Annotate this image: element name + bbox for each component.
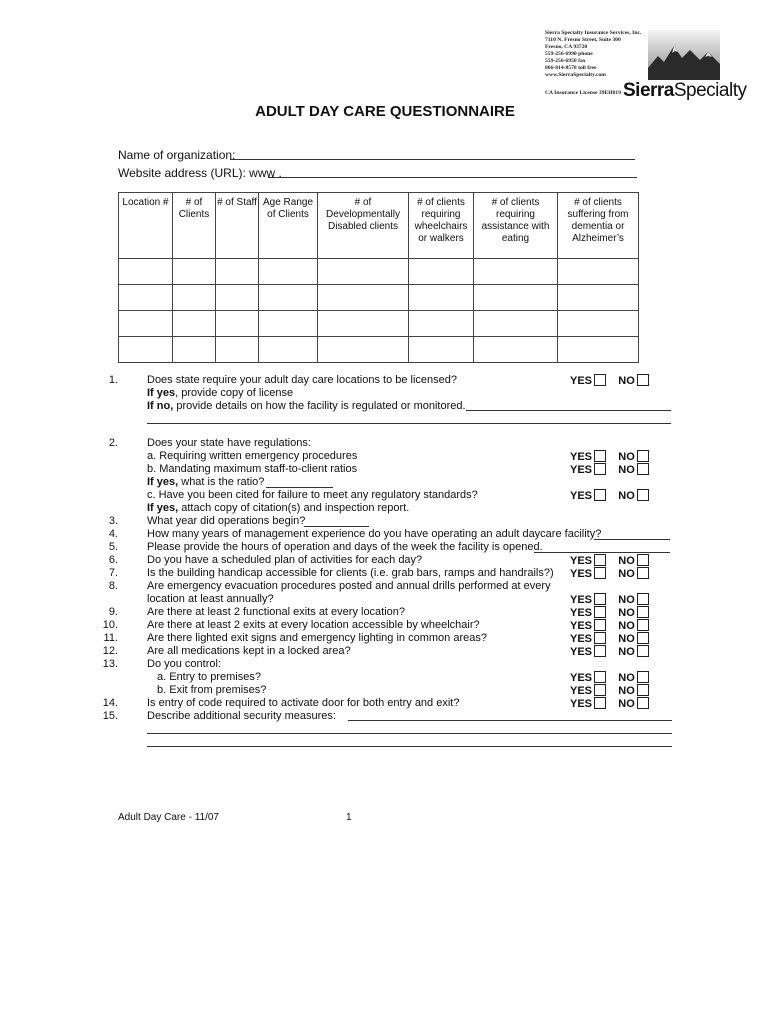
yes-no-q8 bbox=[570, 593, 649, 606]
question-10: Are there at least 2 exits at every location accessible by wheelchair? bbox=[147, 619, 480, 631]
address-line: 7110 N. Fresno Street, Suite 300 bbox=[545, 37, 621, 43]
question-1-if-no bbox=[147, 400, 466, 413]
yes-label: YES bbox=[570, 607, 593, 619]
table-cell[interactable] bbox=[558, 285, 639, 311]
no-label: NO bbox=[618, 451, 635, 463]
yes-no-q2b bbox=[570, 463, 649, 476]
address-line: 559-256-6950 fax bbox=[545, 58, 586, 64]
table-cell[interactable] bbox=[474, 259, 558, 285]
question-11: Are there lighted exit signs and emergency lighting in common areas? bbox=[147, 632, 487, 644]
no-checkbox[interactable] bbox=[637, 645, 649, 657]
table-row bbox=[119, 285, 639, 311]
organization-field[interactable] bbox=[230, 159, 635, 160]
yes-label: YES bbox=[570, 698, 593, 710]
no-checkbox[interactable] bbox=[637, 554, 649, 566]
question-13b: b. Exit from premises? bbox=[157, 684, 267, 696]
q1-details-field-2[interactable] bbox=[147, 423, 671, 424]
question-number: 4. bbox=[108, 528, 118, 540]
table-cell[interactable] bbox=[318, 337, 409, 363]
question-number: 14. bbox=[102, 697, 118, 709]
question-number: 9. bbox=[108, 606, 118, 618]
no-checkbox[interactable] bbox=[637, 450, 649, 462]
table-cell[interactable] bbox=[173, 259, 216, 285]
yes-label: YES bbox=[570, 464, 593, 476]
table-cell[interactable] bbox=[119, 311, 173, 337]
no-checkbox[interactable] bbox=[637, 684, 649, 696]
yes-no-q13b bbox=[570, 684, 649, 697]
yes-no-q7 bbox=[570, 567, 649, 580]
website-label: Website address (URL): www . bbox=[118, 166, 282, 180]
organization-label: Name of organization: bbox=[118, 148, 236, 162]
yes-checkbox[interactable] bbox=[594, 697, 606, 709]
table-cell[interactable] bbox=[259, 311, 318, 337]
yes-no-q9 bbox=[570, 606, 649, 619]
question-number: 6. bbox=[108, 554, 118, 566]
security-field-2[interactable] bbox=[147, 733, 672, 734]
question-12: Are all medications kept in a locked area? bbox=[147, 645, 351, 657]
no-checkbox[interactable] bbox=[637, 593, 649, 605]
q1-details-field[interactable] bbox=[466, 410, 671, 411]
table-cell[interactable] bbox=[474, 285, 558, 311]
no-checkbox[interactable] bbox=[637, 671, 649, 683]
question-14: Is entry of code required to activate door for both entry and exit? bbox=[147, 697, 460, 709]
no-label: NO bbox=[618, 672, 635, 684]
if-yes-label: If yes, bbox=[147, 476, 179, 488]
question-4: How many years of management experience do you have operating an adult daycare facility? bbox=[147, 528, 602, 540]
yes-checkbox[interactable] bbox=[594, 593, 606, 605]
no-label: NO bbox=[618, 594, 635, 606]
question-number: 11. bbox=[103, 632, 118, 644]
footer-form-id: Adult Day Care - 11/07 bbox=[118, 812, 219, 823]
no-label: NO bbox=[618, 464, 635, 476]
company-address bbox=[545, 30, 641, 79]
column-header: Location # bbox=[119, 193, 173, 259]
question-13: Do you control: bbox=[147, 658, 221, 670]
if-no-label: If no, bbox=[147, 400, 174, 412]
yes-no-q13a bbox=[570, 671, 649, 684]
brand-bold: Sierra bbox=[623, 80, 674, 101]
no-checkbox[interactable] bbox=[637, 697, 649, 709]
security-field-3[interactable] bbox=[147, 746, 672, 747]
no-label: NO bbox=[618, 490, 635, 502]
table-cell[interactable] bbox=[558, 259, 639, 285]
no-label: NO bbox=[618, 685, 635, 697]
yes-no-q2c bbox=[570, 489, 649, 502]
no-label: NO bbox=[618, 375, 635, 387]
question-number: 1. bbox=[108, 374, 118, 386]
column-header: # of Clients bbox=[173, 193, 216, 259]
question-2c: c. Have you been cited for failure to meet any regulatory standards? bbox=[147, 489, 478, 501]
table-row bbox=[119, 311, 639, 337]
yes-checkbox[interactable] bbox=[594, 684, 606, 696]
question-1-if-yes bbox=[147, 387, 293, 400]
question-number: 5. bbox=[108, 541, 118, 553]
yes-checkbox[interactable] bbox=[594, 374, 606, 386]
table-cell[interactable] bbox=[259, 285, 318, 311]
table-cell[interactable] bbox=[173, 311, 216, 337]
yes-checkbox[interactable] bbox=[594, 671, 606, 683]
table-cell[interactable] bbox=[318, 259, 409, 285]
if-yes-label: If yes, bbox=[147, 502, 179, 514]
no-label: NO bbox=[618, 620, 635, 632]
no-checkbox[interactable] bbox=[637, 606, 649, 618]
mountain-logo-icon bbox=[648, 30, 720, 80]
table-cell[interactable] bbox=[216, 311, 259, 337]
ratio-field[interactable] bbox=[266, 487, 333, 488]
table-row bbox=[119, 259, 639, 285]
question-number: 7. bbox=[108, 567, 118, 579]
if-no-text: provide details on how the facility is regulated or monitored. bbox=[173, 400, 466, 412]
table-cell[interactable] bbox=[409, 311, 474, 337]
yes-checkbox[interactable] bbox=[594, 645, 606, 657]
column-header: # of clients requiring assistance with eating bbox=[474, 193, 558, 259]
address-line: 866-814-8578 toll free bbox=[545, 65, 597, 71]
yes-no-q14 bbox=[570, 697, 649, 710]
yes-no-q10 bbox=[570, 619, 649, 632]
yes-label: YES bbox=[570, 672, 593, 684]
no-label: NO bbox=[618, 633, 635, 645]
column-header: # of clients requiring wheelchairs or walkers bbox=[409, 193, 474, 259]
no-checkbox[interactable] bbox=[637, 567, 649, 579]
no-checkbox[interactable] bbox=[637, 619, 649, 631]
yes-label: YES bbox=[570, 555, 593, 567]
yes-no-q1 bbox=[570, 374, 649, 387]
question-number: 13. bbox=[102, 658, 118, 670]
no-label: NO bbox=[618, 646, 635, 658]
yes-no-q6 bbox=[570, 554, 649, 567]
if-yes-label: If yes bbox=[147, 387, 176, 399]
question-3: What year did operations begin? bbox=[147, 515, 306, 527]
table-cell[interactable] bbox=[558, 337, 639, 363]
yes-label: YES bbox=[570, 490, 593, 502]
question-2b-if-yes bbox=[147, 476, 264, 489]
yes-checkbox[interactable] bbox=[594, 619, 606, 631]
table-header-row bbox=[119, 193, 639, 259]
locations-table bbox=[118, 192, 639, 363]
question-5: Please provide the hours of operation and days of the week the facility is opened. bbox=[147, 541, 543, 553]
yes-checkbox[interactable] bbox=[594, 606, 606, 618]
no-checkbox[interactable] bbox=[637, 374, 649, 386]
address-line: www.SierraSpecialty.com bbox=[545, 72, 606, 78]
question-1: Does state require your adult day care locations to be licensed? bbox=[147, 374, 458, 386]
question-number: 10. bbox=[102, 619, 118, 631]
hours-field[interactable] bbox=[534, 552, 670, 553]
website-field[interactable] bbox=[268, 177, 637, 178]
table-cell[interactable] bbox=[119, 337, 173, 363]
table-cell[interactable] bbox=[474, 337, 558, 363]
yes-checkbox[interactable] bbox=[594, 554, 606, 566]
question-6: Do you have a scheduled plan of activities for each day? bbox=[147, 554, 423, 566]
table-cell[interactable] bbox=[216, 337, 259, 363]
yes-label: YES bbox=[570, 568, 593, 580]
page-number: 1 bbox=[346, 812, 352, 823]
question-13a: a. Entry to premises? bbox=[157, 671, 261, 683]
table-cell[interactable] bbox=[318, 285, 409, 311]
table-cell[interactable] bbox=[474, 311, 558, 337]
if-yes-text: , provide copy of license bbox=[175, 387, 294, 399]
table-cell[interactable] bbox=[173, 337, 216, 363]
yes-no-q11 bbox=[570, 632, 649, 645]
no-checkbox[interactable] bbox=[637, 632, 649, 644]
yes-label: YES bbox=[570, 646, 593, 658]
yes-checkbox[interactable] bbox=[594, 567, 606, 579]
table-cell[interactable] bbox=[259, 337, 318, 363]
page-title: ADULT DAY CARE QUESTIONNAIRE bbox=[255, 103, 515, 120]
column-header: Age Range of Clients bbox=[259, 193, 318, 259]
question-number: 3. bbox=[108, 515, 118, 527]
yes-label: YES bbox=[570, 594, 593, 606]
question-number: 8. bbox=[108, 580, 118, 592]
no-label: NO bbox=[618, 568, 635, 580]
question-7: Is the building handicap accessible for clients (i.e. grab bars, ramps and handrails?) bbox=[147, 567, 554, 579]
table-cell[interactable] bbox=[558, 311, 639, 337]
address-line: 559-256-6990 phone bbox=[545, 51, 593, 57]
table-cell[interactable] bbox=[259, 259, 318, 285]
yes-label: YES bbox=[570, 620, 593, 632]
yes-checkbox[interactable] bbox=[594, 450, 606, 462]
yes-checkbox[interactable] bbox=[594, 463, 606, 475]
yes-label: YES bbox=[570, 451, 593, 463]
table-cell[interactable] bbox=[216, 259, 259, 285]
yes-no-q12 bbox=[570, 645, 649, 658]
security-field[interactable] bbox=[348, 720, 672, 721]
table-cell[interactable] bbox=[318, 311, 409, 337]
table-cell[interactable] bbox=[409, 337, 474, 363]
column-header: # of Developmentally Disabled clients bbox=[318, 193, 409, 259]
no-checkbox[interactable] bbox=[637, 463, 649, 475]
table-cell[interactable] bbox=[119, 285, 173, 311]
table-cell[interactable] bbox=[409, 285, 474, 311]
brand-logo bbox=[623, 80, 746, 102]
column-header: # of Staff bbox=[216, 193, 259, 259]
question-number: 15. bbox=[102, 710, 118, 722]
question-8: Are emergency evacuation procedures posted and annual drills performed at every bbox=[147, 580, 551, 592]
if-yes-text: attach copy of citation(s) and inspection report. bbox=[178, 502, 410, 514]
no-checkbox[interactable] bbox=[637, 489, 649, 501]
yes-checkbox[interactable] bbox=[594, 489, 606, 501]
no-label: NO bbox=[618, 555, 635, 567]
question-9: Are there at least 2 functional exits at every location? bbox=[147, 606, 406, 618]
table-row bbox=[119, 337, 639, 363]
table-cell[interactable] bbox=[409, 259, 474, 285]
no-label: NO bbox=[618, 607, 635, 619]
question-number: 12. bbox=[102, 645, 118, 657]
table-cell[interactable] bbox=[216, 285, 259, 311]
no-label: NO bbox=[618, 698, 635, 710]
if-yes-text: what is the ratio? bbox=[178, 476, 265, 488]
question-number: 2. bbox=[108, 437, 118, 449]
year-field[interactable] bbox=[304, 526, 369, 527]
question-8-cont: location at least annually? bbox=[147, 593, 274, 605]
address-line: Sierra Specialty Insurance Services, Inc. bbox=[545, 30, 642, 36]
table-cell[interactable] bbox=[173, 285, 216, 311]
table-cell[interactable] bbox=[119, 259, 173, 285]
yes-label: YES bbox=[570, 633, 593, 645]
question-2: Does your state have regulations: bbox=[147, 437, 311, 449]
address-line: Fresno, CA 93720 bbox=[545, 44, 588, 50]
license-number: CA Insurance License 39EH019 bbox=[545, 90, 621, 96]
question-2a: a. Requiring written emergency procedures bbox=[147, 450, 358, 462]
brand-light: Specialty bbox=[673, 80, 747, 101]
column-header: # of clients suffering from dementia or Alzheimer’s bbox=[558, 193, 639, 259]
experience-field[interactable] bbox=[594, 539, 670, 540]
yes-label: YES bbox=[570, 375, 593, 387]
question-2b: b. Mandating maximum staff-to-client ratios bbox=[147, 463, 358, 475]
question-15: Describe additional security measures: bbox=[147, 710, 336, 722]
yes-checkbox[interactable] bbox=[594, 632, 606, 644]
yes-no-q2a bbox=[570, 450, 649, 463]
question-2c-if-yes bbox=[147, 502, 409, 515]
yes-label: YES bbox=[570, 685, 593, 697]
